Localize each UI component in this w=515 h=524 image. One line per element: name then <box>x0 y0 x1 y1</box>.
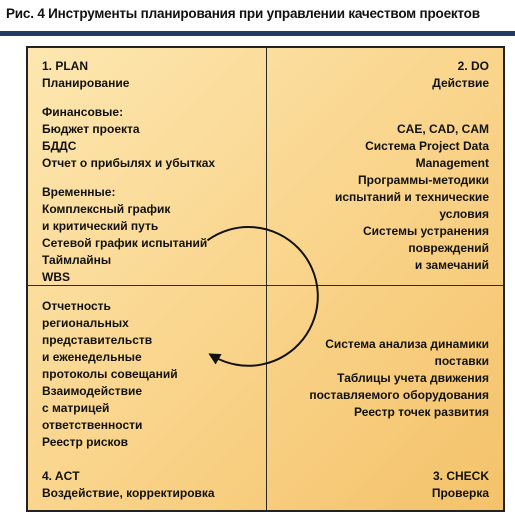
do-item: и замечаний <box>414 258 489 272</box>
act-item: региональных <box>42 316 129 330</box>
do-number: 2. DO <box>457 59 489 73</box>
plan-name: Планирование <box>42 76 130 90</box>
check-item: Реестр точек развития <box>354 405 489 419</box>
plan-time-item: Комплексный график <box>42 202 171 216</box>
plan-time-item: Таймлайны <box>42 253 112 267</box>
do-quadrant <box>335 58 489 274</box>
plan-number: 1. PLAN <box>42 59 89 73</box>
act-name: Воздействие, корректировка <box>42 486 215 500</box>
plan-financial-item: Бюджет проекта <box>42 122 140 136</box>
plan-financial-item: БДДС <box>42 139 77 153</box>
check-quadrant <box>309 336 489 421</box>
plan-time-item: WBS <box>42 270 70 284</box>
do-name: Действие <box>432 76 489 90</box>
plan-financial-header: Финансовые: <box>42 105 124 119</box>
check-item: поставляемого оборудования <box>309 388 489 402</box>
check-name: Проверка <box>431 486 489 500</box>
check-footer <box>432 468 489 502</box>
act-footer <box>42 468 215 502</box>
plan-time-item: и критический путь <box>42 219 159 233</box>
do-item: Системы устранения <box>362 224 489 238</box>
act-quadrant <box>42 298 178 451</box>
check-item: Система анализа динамики <box>325 337 489 351</box>
plan-time-header: Временные: <box>42 185 116 199</box>
act-item: Взаимодействие <box>42 384 143 398</box>
check-number: 3. CHECK <box>432 469 489 483</box>
act-number: 4. ACT <box>42 469 80 483</box>
pdca-diagram <box>26 46 505 512</box>
figure-title: Рис. 4 Инструменты планирования при управлении качеством проектов <box>6 6 480 21</box>
check-item: поставки <box>434 354 489 368</box>
plan-time-item: Сетевой график испытаний <box>42 236 208 250</box>
title-rule <box>0 31 515 36</box>
do-item: Management <box>415 156 489 170</box>
check-item: Таблицы учета движения <box>337 371 489 385</box>
do-item: повреждений <box>408 241 489 255</box>
vertical-divider <box>266 48 267 510</box>
do-item: Система Project Data <box>365 139 489 153</box>
act-item: и еженедельные <box>42 350 142 364</box>
act-item: ответственности <box>42 418 143 432</box>
plan-quadrant <box>42 58 215 286</box>
do-item: Программы-методики <box>358 173 489 187</box>
do-item: CAE, CAD, CAM <box>397 122 489 136</box>
act-item: протоколы совещаний <box>42 367 178 381</box>
act-item: Отчетность <box>42 299 111 313</box>
act-item: представительств <box>42 333 153 347</box>
plan-financial-item: Отчет о прибылях и убытках <box>42 156 216 170</box>
act-item: Реестр рисков <box>42 435 129 449</box>
do-item: условия <box>439 207 489 221</box>
do-item: испытаний и технические <box>334 190 489 204</box>
act-item: с матрицей <box>42 401 110 415</box>
